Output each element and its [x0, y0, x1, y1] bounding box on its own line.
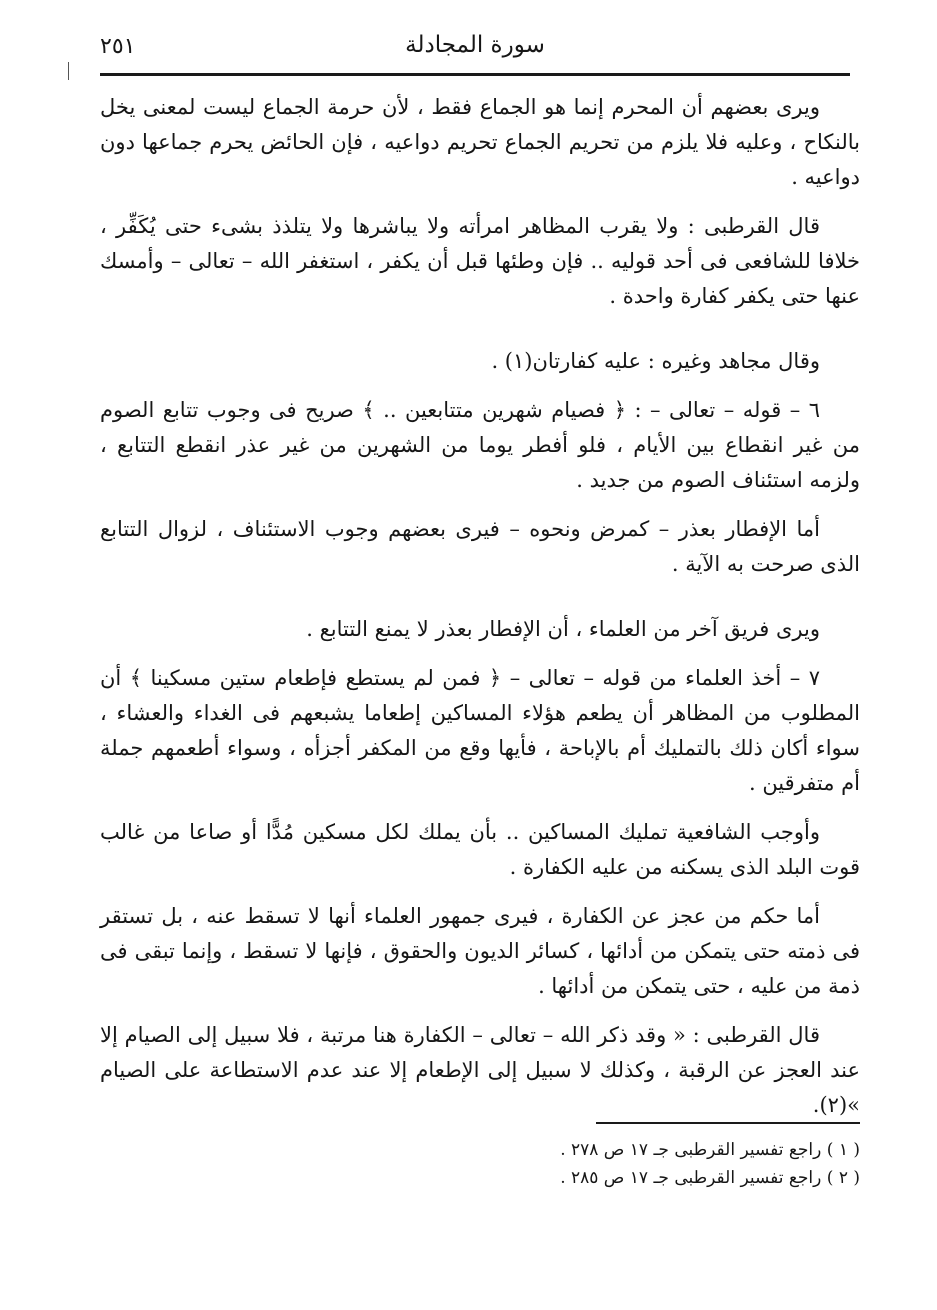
paragraph: وقال مجاهد وغيره : عليه كفارتان(١) .: [491, 349, 820, 373]
page-number: ٢٥١: [100, 34, 136, 59]
page-header: [100, 28, 850, 68]
paragraph: قال القرطبى : ولا يقرب المظاهر امرأته ولا يباشرها ولا يتلذذ بشىء حتى يُكَفِّر ، خلافا للشافعى فى أحد قوليه .. فإن وطئها قبل أن يكفر ، استغفر الله – تعالى – وأمسك عنها حتى يكفر كفارة واحدة .: [100, 214, 860, 308]
paragraph: أما حكم من عجز عن الكفارة ، فيرى جمهور العلماء أنها لا تسقط عنه ، بل تستقر فى ذمته حتى يتمكن من أدائها ، كسائر الديون والحقوق ، فإنها لا تسقط ، وإنما تبقى فى ذمة من عليه ، حتى يتمكن من أدائها .: [100, 904, 860, 998]
footnote: ( ٢ ) راجع تفسير القرطبى جـ ١٧ ص ٢٨٥ .: [560, 1168, 860, 1188]
paragraph: ٧ – أخذ العلماء من قوله – تعالى – ﴿ فمن لم يستطع فإطعام ستين مسكينا ﴾ أن المطلوب من المظاهر أن يطعم هؤلاء المساكين إطعاما يشبعهم فى الغداء والعشاء ، سواء أكان ذلك بالتمليك أم بالإباحة ، فأيها وقع من المكفر أجزأه ، وسواء أطعمهم جملة أم متفرقين .: [100, 666, 860, 795]
paragraph: قال القرطبى : « وقد ذكر الله – تعالى – الكفارة هنا مرتبة ، فلا سبيل إلى الصيام إلا عند العجز عن الرقبة ، وكذلك لا سبيل إلى الإطعام إلا عند عدم الاستطاعة على الصيام »(٢).: [100, 1023, 860, 1117]
header-divider: [100, 73, 850, 76]
footnote-divider: [596, 1122, 860, 1124]
surah-title: سورة المجادلة: [405, 32, 545, 58]
paragraph: ويرى بعضهم أن المحرم إنما هو الجماع فقط ، لأن حرمة الجماع ليست لمعنى يخل بالنكاح ، وعليه فلا يلزم من تحريم الجماع تحريم دواعيه ، فإن الحائض يحرم جماعها دون دواعيه .: [100, 95, 860, 189]
paragraph: أما الإفطار بعذر – كمرض ونحوه – فيرى بعضهم وجوب الاستئناف ، لزوال التتابع الذى صرحت به الآية .: [100, 517, 860, 576]
paragraph: وأوجب الشافعية تمليك المساكين .. بأن يملك لكل مسكين مُدًّا أو صاعا من غالب قوت البلد الذى يسكنه من عليه الكفارة .: [100, 820, 860, 879]
footnotes: [420, 1136, 860, 1192]
body-text: [100, 90, 860, 1137]
margin-mark: [68, 62, 69, 80]
paragraph: ويرى فريق آخر من العلماء ، أن الإفطار بعذر لا يمنع التتابع .: [306, 617, 820, 641]
footnote: ( ١ ) راجع تفسير القرطبى جـ ١٧ ص ٢٧٨ .: [560, 1140, 860, 1160]
paragraph: ٦ – قوله – تعالى – : ﴿ فصيام شهرين متتابعين .. ﴾ صريح فى وجوب تتابع الصوم من غير انقطاع بين الأيام ، فلو أفطر يوما من الشهرين من غير عذر انقطع التتابع ، ولزمه استئناف الصوم من جديد .: [100, 398, 860, 492]
